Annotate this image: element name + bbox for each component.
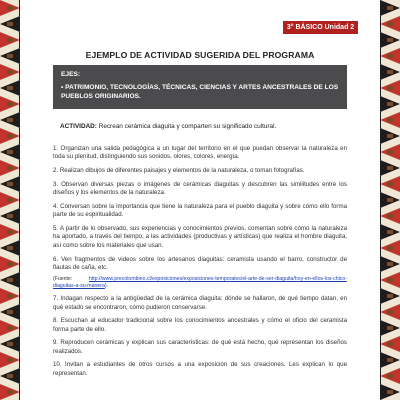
activity-steps (53, 145, 347, 384)
ejes-label: EJES: (61, 71, 81, 78)
activity-text: Recrean cerámica diaguita y comparten su significado cultural. (96, 123, 277, 130)
diaguita-pattern-left (0, 0, 20, 400)
step-2: 2. Realizan dibujos de diferentes paisajes y elementos de la naturaleza, o toman fotografías. (53, 167, 305, 175)
source-note (53, 276, 347, 290)
decorative-border-right (380, 0, 400, 400)
step-10: 10. Invitan a estudiantes de otros cursos a una exposición de sus creaciones. Les explican lo que representan. (53, 361, 347, 377)
step-3: 3. Observan diversas piezas o imágenes de cerámicas diaguitas y descubren las similitudes entre los diseños y los elementos de la naturaleza. (53, 180, 347, 197)
page-title: EJEMPLO DE ACTIVIDAD SUGERIDA DEL PROGRAMA (85, 50, 315, 60)
activity-line (60, 123, 276, 130)
step-9: 9. Reproducen cerámicas y explican sus características: de qué está hecho, qué representan los diseños realizados. (53, 339, 347, 355)
source-link[interactable]: http://www.precolombino.cl/exposiciones/exposiciones-temporales/el-arte-de-ser-diaguita/hoy-en-ellos-los-chico-diaguitas-a-su-manera (53, 275, 347, 289)
step-1: 1. Organizan una salida pedagógica a un lugar del territorio en el que puedan observar la naturaleza en toda su plenitud, distinguiendo sus sonidos, olores, colores, energía. (53, 145, 347, 161)
step-5: 5. A partir de lo observado, sus experiencias y conocimientos previos, comentan sobre cómo la naturaleza ha aportado, a través del tiempo, a las actividades (productivas y artísticas) que realiza el hombre diaguita, así como sobre los materiales que usan. (53, 225, 347, 249)
ejes-item: • PATRIMONIO, TECNOLOGÍAS, TÉCNICAS, CIENCIAS Y ARTES ANCESTRALES DE LOS PUEBLOS ORIGINARIOS. (61, 84, 339, 100)
unit-badge: 3° BÁSICO Unidad 2 (283, 21, 358, 34)
decorative-border-left (0, 0, 20, 400)
step-4: 4. Conversan sobre la importancia que tiene la naturaleza para el pueblo diaguita y sobre cómo ello forma parte de su espiritualidad. (53, 202, 347, 219)
diaguita-pattern-right (380, 0, 400, 400)
source-suffix: ). (104, 282, 109, 289)
step-7: 7. Indagan respecto a la antigüedad de la cerámica diaguita: dónde se hallaron, de qué tiempo datan, en qué estado se encontraron, cómo pudieron conservarse. (53, 295, 347, 311)
source-label: (Fuente: (53, 275, 89, 282)
ejes-box (53, 65, 347, 109)
step-6: 6. Ven fragmentos de videos sobre los artesanos diaguitas: ceramista usando el barro, constructor de flautas de caña, etc. (53, 255, 347, 271)
activity-label: ACTIVIDAD: (60, 123, 97, 130)
step-8: 8. Escuchan al educador tradicional sobre los conocimientos ancestrales y cómo el oficio del ceramista forma parte de ello. (53, 317, 347, 333)
